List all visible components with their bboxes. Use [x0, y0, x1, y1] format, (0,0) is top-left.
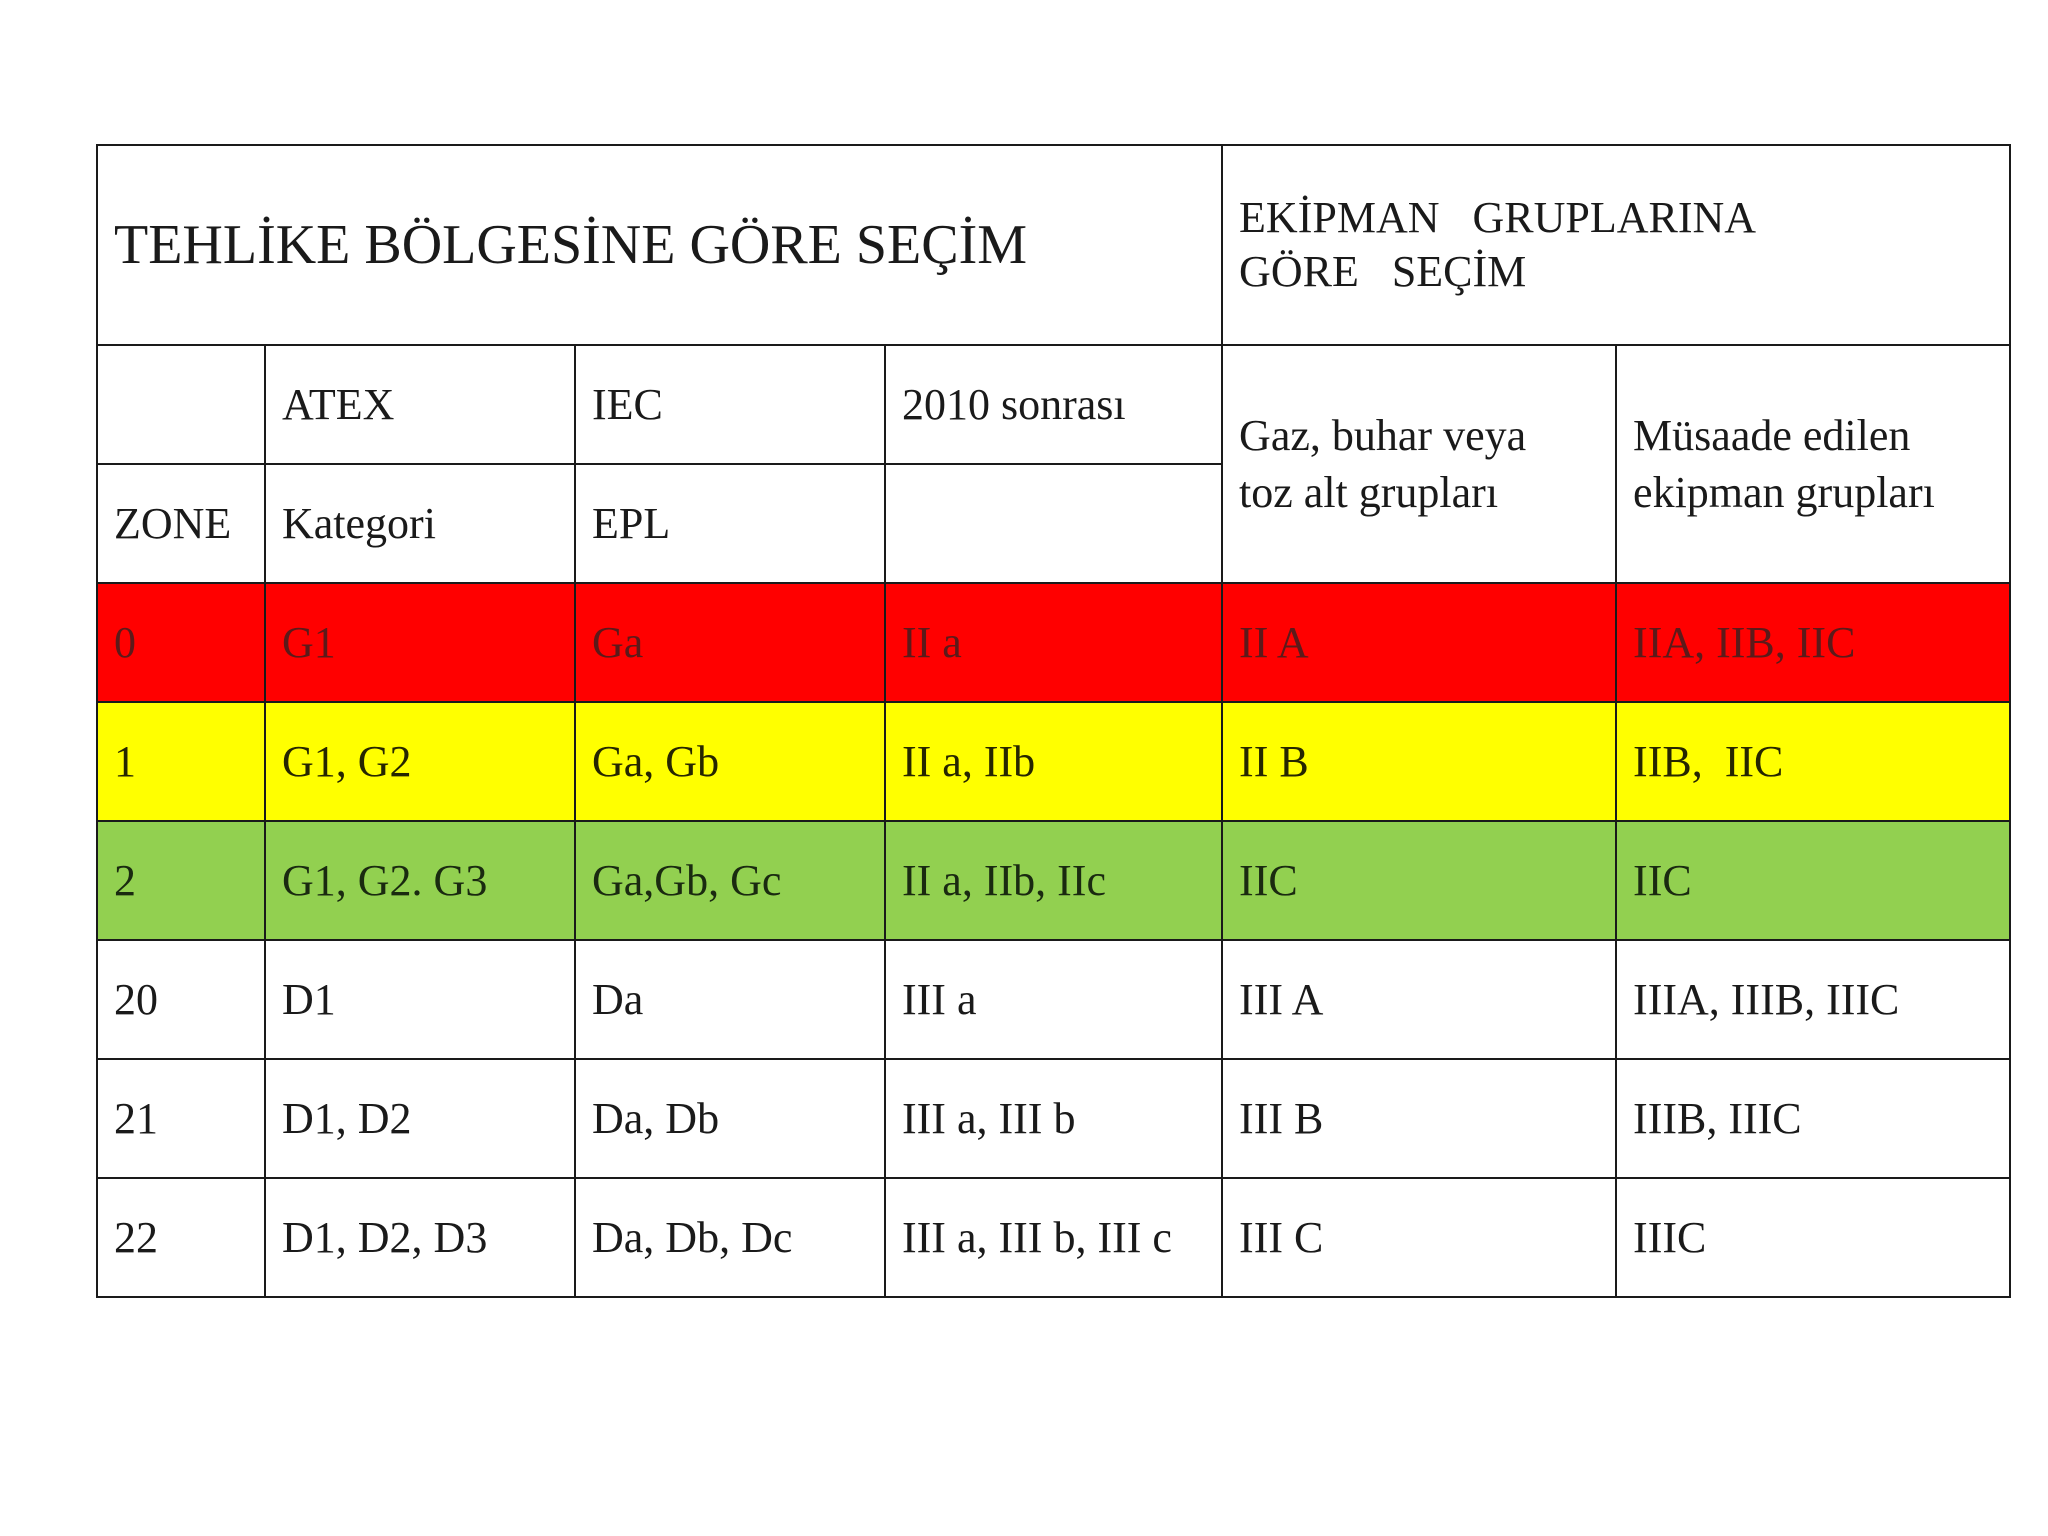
- cell-epl: Ga,Gb, Gc: [575, 821, 885, 940]
- cell-permitted-groups: IIC: [1616, 821, 2010, 940]
- hazard-zone-selection-title: TEHLİKE BÖLGESİNE GÖRE SEÇİM: [97, 145, 1222, 345]
- header-gas-subgroups-line-2: toz alt grupları: [1239, 468, 1499, 517]
- header-blank-cell: [97, 345, 265, 464]
- table-row-zone-0: [97, 583, 2010, 702]
- equipment-group-selection-title: [1222, 145, 2010, 345]
- cell-subgroup: II A: [1222, 583, 1616, 702]
- cell-epl: Ga: [575, 583, 885, 702]
- cell-zone: 1: [97, 702, 265, 821]
- title-row: [97, 145, 2010, 345]
- cell-zone: 0: [97, 583, 265, 702]
- cell-epl: Da: [575, 940, 885, 1059]
- header-atex: ATEX: [265, 345, 575, 464]
- cell-kategori: D1: [265, 940, 575, 1059]
- cell-2010-sonrasi: III a, III b, III c: [885, 1178, 1222, 1297]
- cell-permitted-groups: IIB, IIC: [1616, 702, 2010, 821]
- cell-kategori: G1, G2: [265, 702, 575, 821]
- table-row-zone-21: [97, 1059, 2010, 1178]
- cell-2010-sonrasi: III a, III b: [885, 1059, 1222, 1178]
- zone-selection-table: [96, 144, 2011, 1298]
- header-epl: EPL: [575, 464, 885, 583]
- table-row-zone-1: [97, 702, 2010, 821]
- header-row-1: [97, 345, 2010, 464]
- header-gas-subgroups: [1222, 345, 1616, 583]
- cell-subgroup: IIC: [1222, 821, 1616, 940]
- table-row-zone-2: [97, 821, 2010, 940]
- header-iec: IEC: [575, 345, 885, 464]
- cell-zone: 21: [97, 1059, 265, 1178]
- cell-2010-sonrasi: II a: [885, 583, 1222, 702]
- cell-zone: 22: [97, 1178, 265, 1297]
- cell-permitted-groups: IIIB, IIIC: [1616, 1059, 2010, 1178]
- cell-subgroup: III C: [1222, 1178, 1616, 1297]
- header-gas-subgroups-line-1: Gaz, buhar veya: [1239, 410, 1527, 460]
- equipment-title-line-1: EKİPMAN GRUPLARINA: [1239, 193, 1757, 243]
- cell-zone: 20: [97, 940, 265, 1059]
- header-empty-cell: [885, 464, 1222, 583]
- cell-epl: Ga, Gb: [575, 702, 885, 821]
- header-kategori: Kategori: [265, 464, 575, 583]
- cell-subgroup: II B: [1222, 702, 1616, 821]
- cell-epl: Da, Db: [575, 1059, 885, 1178]
- header-permitted-equipment-groups: [1616, 345, 2010, 583]
- cell-kategori: G1, G2. G3: [265, 821, 575, 940]
- cell-kategori: G1: [265, 583, 575, 702]
- cell-subgroup: III B: [1222, 1059, 1616, 1178]
- cell-permitted-groups: IIIC: [1616, 1178, 2010, 1297]
- cell-2010-sonrasi: II a, IIb: [885, 702, 1222, 821]
- cell-kategori: D1, D2, D3: [265, 1178, 575, 1297]
- header-permitted-line-1: Müsaade edilen: [1633, 410, 1911, 460]
- cell-permitted-groups: IIA, IIB, IIC: [1616, 583, 2010, 702]
- cell-2010-sonrasi: III a: [885, 940, 1222, 1059]
- cell-permitted-groups: IIIA, IIIB, IIIC: [1616, 940, 2010, 1059]
- table-row-zone-20: [97, 940, 2010, 1059]
- cell-epl: Da, Db, Dc: [575, 1178, 885, 1297]
- cell-subgroup: III A: [1222, 940, 1616, 1059]
- header-zone: ZONE: [97, 464, 265, 583]
- cell-kategori: D1, D2: [265, 1059, 575, 1178]
- cell-zone: 2: [97, 821, 265, 940]
- table-row-zone-22: [97, 1178, 2010, 1297]
- cell-2010-sonrasi: II a, IIb, IIc: [885, 821, 1222, 940]
- header-permitted-line-2: ekipman grupları: [1633, 468, 1935, 517]
- equipment-title-line-2: GÖRE SEÇİM: [1239, 247, 1527, 296]
- header-2010-sonrasi: 2010 sonrası: [885, 345, 1222, 464]
